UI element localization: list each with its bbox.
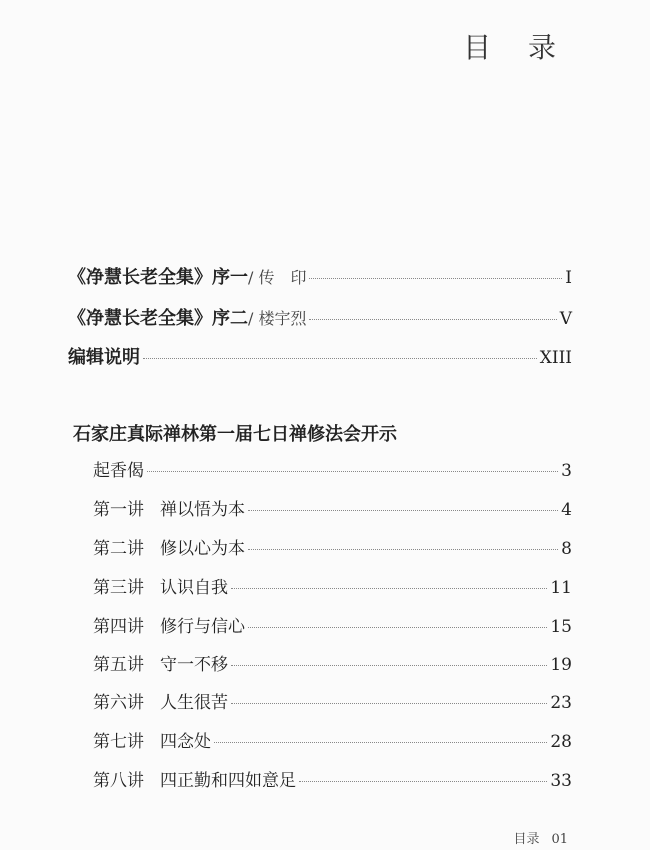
dot-leader — [309, 319, 556, 320]
entry-label: 四正勤和四如意足 — [160, 771, 296, 791]
entry-label: 禅以悟为本 — [160, 500, 245, 520]
toc-entry[interactable] — [68, 343, 572, 367]
toc-entry[interactable] — [93, 534, 572, 558]
entry-page: 28 — [550, 732, 572, 752]
lecture-number: 第五讲 — [93, 655, 144, 675]
entry-page: 3 — [561, 461, 572, 481]
page-title: 目 录 — [463, 31, 570, 64]
entry-label: 《净慧长老全集》序二 — [68, 308, 248, 329]
entry-page: 15 — [550, 617, 572, 637]
toc-entry[interactable] — [68, 263, 572, 287]
lecture-number: 第二讲 — [93, 539, 144, 559]
dot-leader — [299, 781, 547, 782]
entry-label: 守一不移 — [160, 655, 228, 675]
toc-entry[interactable] — [93, 573, 572, 597]
lecture-number: 第一讲 — [93, 500, 144, 520]
entry-label: 修行与信心 — [160, 617, 245, 637]
entry-label: 认识自我 — [160, 578, 228, 598]
dot-leader — [248, 510, 558, 511]
entry-page: 11 — [550, 578, 572, 598]
toc-entry[interactable] — [93, 612, 572, 636]
lecture-number: 第三讲 — [93, 578, 144, 598]
dot-leader — [248, 627, 547, 628]
entry-page: 4 — [561, 500, 572, 520]
dot-leader — [214, 742, 547, 743]
dot-leader — [309, 278, 562, 279]
lecture-number: 第六讲 — [93, 693, 144, 713]
entry-label: 四念处 — [160, 732, 211, 752]
toc-entry[interactable] — [93, 456, 572, 480]
section-heading: 石家庄真际禅林第一届七日禅修法会开示 — [73, 424, 397, 445]
entry-page: 33 — [550, 771, 572, 791]
lecture-number: 第七讲 — [93, 732, 144, 752]
dot-leader — [231, 588, 547, 589]
entry-page: V — [559, 309, 572, 329]
lecture-number: 第四讲 — [93, 617, 144, 637]
page-number: 01 — [551, 832, 568, 847]
toc-entry[interactable] — [68, 304, 572, 328]
dot-leader — [231, 665, 547, 666]
entry-page: 8 — [561, 539, 572, 559]
page-footer — [513, 828, 568, 847]
entry-label: 《净慧长老全集》序一 — [68, 267, 248, 288]
entry-page: XIII — [539, 348, 572, 368]
entry-label: 编辑说明 — [68, 347, 140, 368]
entry-label: 人生很苦 — [160, 693, 228, 713]
dot-leader — [248, 549, 558, 550]
entry-page: 23 — [550, 693, 572, 713]
toc-entry[interactable] — [93, 727, 572, 751]
toc-entry[interactable] — [93, 688, 572, 712]
entry-author: / 传 印 — [248, 268, 307, 287]
entry-page: 19 — [550, 655, 572, 675]
toc-entry[interactable] — [93, 650, 572, 674]
toc-entry[interactable] — [93, 766, 572, 790]
entry-label: 起香偈 — [93, 461, 144, 481]
dot-leader — [143, 358, 537, 359]
footer-label: 目录 — [513, 832, 540, 847]
entry-author: / 楼宇烈 — [248, 309, 307, 328]
dot-leader — [147, 471, 558, 472]
toc-entry[interactable] — [93, 495, 572, 519]
lecture-number: 第八讲 — [93, 771, 144, 791]
entry-page: I — [565, 268, 572, 288]
dot-leader — [231, 703, 547, 704]
entry-label: 修以心为本 — [160, 539, 245, 559]
